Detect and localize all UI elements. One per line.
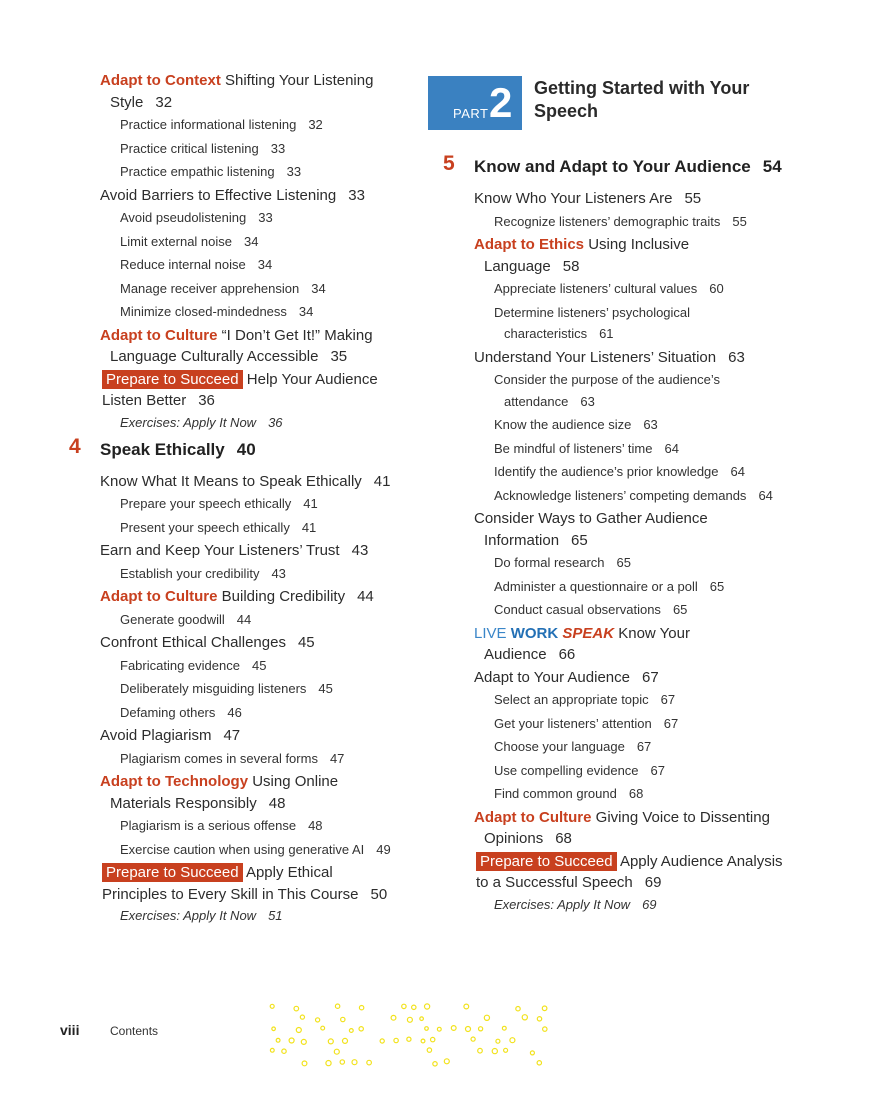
page-ref: 66	[558, 646, 576, 663]
page-ref: 51	[268, 908, 283, 923]
toc-subentry	[100, 493, 400, 515]
adapt-label: Adapt to Culture	[474, 808, 592, 826]
decorative-dot	[407, 1037, 411, 1041]
page-ref: 33	[270, 140, 286, 156]
section-title: Confront Ethical Challenges	[100, 634, 286, 651]
feature-title: Help Your Audience Listen Better	[102, 370, 378, 409]
toc-subentry	[100, 815, 400, 837]
subentry-title: Practice informational listening	[120, 117, 297, 132]
decorative-dot	[431, 1037, 435, 1041]
chapter-number: 4	[69, 434, 81, 458]
subentry-title: Conduct casual observations	[494, 602, 661, 617]
toc-exercises	[100, 413, 400, 433]
decorative-dot	[340, 1060, 344, 1064]
decorative-dot	[341, 1017, 345, 1021]
page-ref: 68	[628, 786, 644, 801]
decorative-dot	[328, 1039, 333, 1044]
subentry-title: Plagiarism is a serious offense	[120, 818, 297, 833]
toc-subentry	[474, 414, 784, 436]
decorative-dot	[537, 1061, 541, 1065]
decorative-dot	[421, 1039, 425, 1043]
toc-adapt-feature	[474, 807, 784, 850]
page-ref: 36	[198, 392, 215, 409]
decorative-dot	[367, 1060, 372, 1065]
subentry-title: Choose your language	[494, 739, 625, 754]
section-title: Avoid Barriers to Effective Listening	[100, 186, 337, 204]
decorative-dot	[359, 1006, 363, 1010]
running-footer: Contents	[110, 1024, 159, 1038]
page-ref: 36	[268, 414, 283, 430]
section-title: Shifting Your Listening Style	[110, 72, 374, 111]
toc-subentry	[474, 599, 784, 621]
subentry-title: Minimize closed-mindedness	[120, 304, 287, 319]
subentry-title: Be mindful of listeners’ time	[494, 440, 653, 456]
toc-prepare-feature	[100, 862, 400, 905]
toc-subentry	[100, 114, 400, 136]
decorative-dot	[522, 1015, 527, 1020]
section-title: Know What It Means to Speak Ethically	[100, 472, 362, 490]
page-ref: 67	[636, 739, 652, 754]
decorative-dot	[334, 1049, 339, 1054]
decorative-dot	[479, 1027, 483, 1031]
toc-subentry	[100, 678, 400, 700]
toc-subentry	[100, 702, 400, 724]
toc-subentry	[474, 576, 784, 598]
adapt-label: Adapt to Culture	[100, 588, 218, 605]
toc-section	[474, 667, 784, 689]
page-ref: 34	[298, 304, 314, 319]
exercises-title: Exercises: Apply It Now	[120, 414, 257, 430]
section-title: “I Don’t Get It!” Making Language Culturally Accessible	[110, 326, 373, 365]
toc-subentry	[100, 609, 400, 631]
page-ref: 49	[376, 841, 391, 857]
decorative-dot	[349, 1029, 353, 1033]
page-ref: 33	[258, 210, 273, 225]
decorative-dot	[391, 1015, 396, 1020]
adapt-label: Adapt to Ethics	[474, 236, 585, 253]
page-ref: 69	[642, 896, 657, 912]
subentry-title: Deliberately misguiding listeners	[120, 681, 307, 696]
decorative-dot	[478, 1048, 483, 1053]
toc-live-work-speak	[474, 623, 784, 666]
toc-subentry	[474, 552, 784, 574]
decorative-dot-pattern	[264, 1000, 564, 1070]
toc-subentry	[474, 211, 784, 233]
toc-chapter-heading	[69, 434, 400, 461]
page-ref: 68	[555, 830, 572, 847]
section-title: Using Online Materials Responsibly	[110, 773, 339, 812]
toc-subentry	[474, 783, 784, 805]
decorative-dot	[294, 1006, 299, 1011]
section-title: Avoid Plagiarism	[100, 727, 212, 744]
page-ref: 65	[571, 531, 588, 549]
page-ref: 63	[728, 348, 745, 366]
decorative-dot	[352, 1060, 357, 1065]
decorative-dot	[504, 1048, 508, 1052]
toc-subentry	[100, 517, 400, 539]
decorative-dot	[425, 1027, 429, 1031]
page-ref: 65	[616, 555, 632, 570]
toc-adapt-feature	[100, 70, 400, 113]
subentry-title: Fabricating evidence	[120, 657, 240, 673]
decorative-dot	[302, 1061, 307, 1066]
chapter-title: Speak Ethically	[100, 439, 225, 459]
toc-subentry	[474, 485, 784, 507]
subentry-title: Practice empathic listening	[120, 164, 275, 179]
subentry-title: Determine listeners’ psychological characteristics	[494, 304, 691, 341]
toc-prepare-feature	[100, 369, 400, 412]
page-ref: 48	[308, 818, 323, 833]
adapt-label: Adapt to Culture	[100, 326, 218, 344]
page-ref: 48	[268, 794, 286, 812]
page-ref: 43	[271, 565, 286, 581]
decorative-dot	[343, 1038, 348, 1043]
toc-subentry	[100, 207, 400, 229]
speak-label: SPEAK	[562, 624, 615, 642]
page-ref: 34	[311, 280, 326, 296]
toc-prepare-feature	[474, 851, 784, 894]
feature-title: Apply Ethical Principles to Every Skill in This Course	[102, 864, 359, 903]
subentry-title: Acknowledge listeners’ competing demands	[494, 487, 747, 503]
decorative-dot	[537, 1017, 541, 1021]
feature-title: Know Your Audience	[484, 624, 690, 663]
page-ref: 47	[223, 727, 241, 744]
subentry-title: Find common ground	[494, 786, 617, 801]
part-title: Getting Started with Your Speech	[534, 78, 750, 121]
toc-subentry	[100, 563, 400, 585]
toc-subentry	[100, 161, 400, 183]
toc-subentry	[100, 231, 400, 253]
decorative-dot	[530, 1051, 534, 1055]
decorative-dot	[510, 1038, 515, 1043]
subentry-title: Present your speech ethically	[120, 519, 290, 535]
section-title: Giving Voice to Dissenting Opinions	[484, 808, 770, 847]
page-ref: 64	[758, 487, 773, 503]
toc-exercises	[100, 906, 400, 926]
page-ref: 32	[308, 117, 323, 132]
section-title: Know Who Your Listeners Are	[474, 190, 673, 207]
subentry-title: Consider the purpose of the audience’s attendance	[494, 372, 720, 409]
toc-subentry	[100, 301, 400, 323]
toc-adapt-feature	[100, 586, 400, 608]
toc-adapt-feature	[100, 771, 400, 814]
page-ref: 60	[709, 281, 724, 296]
subentry-title: Reduce internal noise	[120, 257, 246, 272]
subentry-title: Use compelling evidence	[494, 762, 639, 778]
decorative-dot	[496, 1039, 500, 1043]
decorative-dot	[335, 1004, 339, 1008]
section-title: Building Credibility	[221, 588, 346, 605]
page-ref: 64	[730, 464, 745, 479]
page-ref: 45	[251, 657, 267, 673]
adapt-label: Adapt to Context	[100, 72, 221, 89]
page-ref: 67	[641, 668, 659, 686]
decorative-dot	[492, 1049, 497, 1054]
toc-section	[474, 508, 784, 551]
decorative-dot	[425, 1004, 430, 1009]
toc-subentry	[100, 138, 400, 160]
subentry-title: Appreciate listeners’ cultural values	[494, 281, 698, 296]
toc-subentry	[474, 736, 784, 758]
page-ref: 46	[227, 704, 242, 720]
toc-left-column	[69, 70, 400, 926]
decorative-dot	[301, 1039, 306, 1044]
chapter-title: Know and Adapt to Your Audience	[474, 157, 751, 176]
decorative-dot	[542, 1006, 547, 1011]
decorative-dot	[282, 1049, 286, 1053]
adapt-label: Adapt to Technology	[100, 773, 249, 790]
part-badge	[428, 76, 522, 130]
toc-adapt-feature	[474, 234, 784, 277]
page-ref: 55	[684, 190, 702, 207]
toc-subentry	[474, 302, 784, 345]
toc-section	[100, 540, 400, 562]
exercises-title: Exercises: Apply It Now	[120, 908, 257, 923]
prepare-to-succeed-badge: Prepare to Succeed	[102, 863, 243, 882]
toc-section	[474, 347, 784, 369]
toc-subentry	[100, 278, 400, 300]
decorative-dot	[502, 1026, 506, 1030]
decorative-dot	[433, 1062, 437, 1066]
part-label: PART	[453, 106, 489, 121]
section-title: Understand Your Listeners’ Situation	[474, 348, 717, 366]
page-ref: 41	[303, 496, 318, 511]
subentry-title: Exercise caution when using generative AI	[120, 841, 365, 857]
toc-subentry	[474, 689, 784, 711]
subentry-title: Recognize listeners’ demographic traits	[494, 213, 721, 229]
decorative-dot	[316, 1018, 320, 1022]
decorative-dot	[437, 1027, 441, 1031]
page-ref: 45	[297, 634, 315, 651]
decorative-dot	[270, 1004, 274, 1008]
subentry-title: Establish your credibility	[120, 565, 260, 581]
page-ref: 65	[709, 578, 725, 594]
page-ref: 40	[236, 439, 256, 459]
decorative-dot	[326, 1061, 331, 1066]
decorative-dot	[464, 1004, 469, 1009]
section-title: Using Inclusive Language	[484, 236, 690, 275]
subentry-title: Manage receiver apprehension	[120, 280, 300, 296]
subentry-title: Administer a questionnaire or a poll	[494, 578, 698, 594]
section-title: Earn and Keep Your Listeners’ Trust	[100, 542, 340, 559]
work-label: WORK	[510, 624, 559, 642]
decorative-dot	[359, 1027, 363, 1031]
page-ref: 63	[643, 417, 658, 432]
page-ref: 67	[650, 762, 665, 778]
toc-section	[474, 188, 784, 210]
toc-subentry	[474, 278, 784, 300]
exercises-title: Exercises: Apply It Now	[494, 896, 631, 912]
toc-exercises	[474, 895, 784, 915]
toc-section	[100, 632, 400, 654]
toc-adapt-feature	[100, 325, 400, 368]
chapter-number: 5	[443, 152, 455, 175]
section-title: Consider Ways to Gather Audience Information	[474, 510, 708, 549]
page-ref: 63	[580, 393, 595, 409]
decorative-dot	[300, 1015, 304, 1019]
subentry-title: Identify the audience’s prior knowledge	[494, 464, 719, 479]
page-ref: 35	[330, 348, 348, 365]
toc-section	[100, 725, 400, 747]
page-ref: 45	[318, 681, 333, 696]
toc-subentry	[100, 839, 400, 861]
prepare-to-succeed-badge: Prepare to Succeed	[476, 852, 617, 871]
decorative-dot	[276, 1038, 280, 1042]
decorative-dot	[289, 1038, 294, 1043]
page-ref: 64	[664, 440, 679, 456]
page-ref: 50	[370, 885, 388, 903]
subentry-title: Select an appropriate topic	[494, 692, 649, 707]
decorative-dot	[451, 1026, 456, 1031]
subentry-title: Know the audience size	[494, 417, 632, 432]
subentry-title: Defaming others	[120, 704, 216, 720]
decorative-dot	[444, 1059, 449, 1064]
decorative-dot	[427, 1048, 431, 1052]
live-label: LIVE	[474, 624, 507, 642]
page-ref: 67	[660, 692, 676, 707]
page-ref: 34	[257, 257, 273, 272]
page-ref: 47	[329, 750, 345, 766]
page-ref: 65	[672, 602, 688, 617]
page-ref: 41	[373, 472, 391, 490]
decorative-dot	[272, 1027, 276, 1031]
toc-subentry	[474, 713, 784, 735]
decorative-dot	[471, 1037, 475, 1041]
feature-title: Apply Audience Analysis to a Successful Speech	[476, 852, 783, 891]
toc-subentry	[100, 748, 400, 770]
part-number: 2	[489, 79, 513, 126]
decorative-dot	[543, 1027, 547, 1031]
toc-subentry	[474, 760, 784, 782]
page-ref: 44	[357, 588, 374, 605]
decorative-dot	[484, 1015, 489, 1020]
page-ref: 61	[599, 326, 614, 341]
toc-right-column	[443, 150, 784, 915]
decorative-dot	[380, 1039, 384, 1043]
subentry-title: Avoid pseudolistening	[120, 210, 247, 225]
toc-chapter-heading	[443, 152, 784, 178]
toc-section	[100, 471, 400, 493]
decorative-dot	[394, 1038, 398, 1042]
toc-subentry	[100, 254, 400, 276]
toc-subentry	[474, 438, 784, 460]
decorative-dot	[270, 1048, 274, 1052]
subentry-title: Plagiarism comes in several forms	[120, 750, 318, 766]
toc-subentry	[474, 369, 784, 412]
page-ref: 44	[236, 611, 252, 627]
decorative-dot	[516, 1007, 520, 1011]
decorative-dot	[321, 1026, 325, 1030]
page-ref: 55	[732, 213, 747, 229]
page-ref: 43	[351, 542, 369, 559]
page-ref: 58	[562, 257, 580, 275]
subentry-title: Get your listeners’ attention	[494, 715, 652, 731]
decorative-dot	[412, 1005, 416, 1009]
page-ref: 54	[762, 157, 782, 176]
subentry-title: Generate goodwill	[120, 611, 225, 627]
subentry-title: Do formal research	[494, 555, 605, 570]
page-ref: 33	[348, 186, 365, 204]
page-ref: 32	[155, 93, 173, 111]
decorative-dot	[466, 1027, 471, 1032]
toc-subentry	[474, 461, 784, 483]
page-ref: 34	[244, 233, 259, 249]
subentry-title: Practice critical listening	[120, 140, 259, 156]
page-number: viii	[60, 1022, 80, 1038]
decorative-dot	[402, 1004, 406, 1008]
decorative-dot	[296, 1028, 301, 1033]
decorative-dot	[420, 1017, 424, 1021]
section-title: Adapt to Your Audience	[474, 668, 630, 686]
prepare-to-succeed-badge: Prepare to Succeed	[102, 370, 243, 389]
subentry-title: Limit external noise	[120, 233, 232, 249]
page-ref: 69	[644, 874, 662, 891]
page-ref: 33	[286, 164, 302, 179]
toc-subentry	[100, 655, 400, 677]
page-ref: 67	[663, 715, 679, 731]
subentry-title: Prepare your speech ethically	[120, 496, 292, 511]
toc-section	[100, 185, 400, 207]
page-ref: 41	[301, 519, 317, 535]
decorative-dot	[407, 1017, 412, 1022]
